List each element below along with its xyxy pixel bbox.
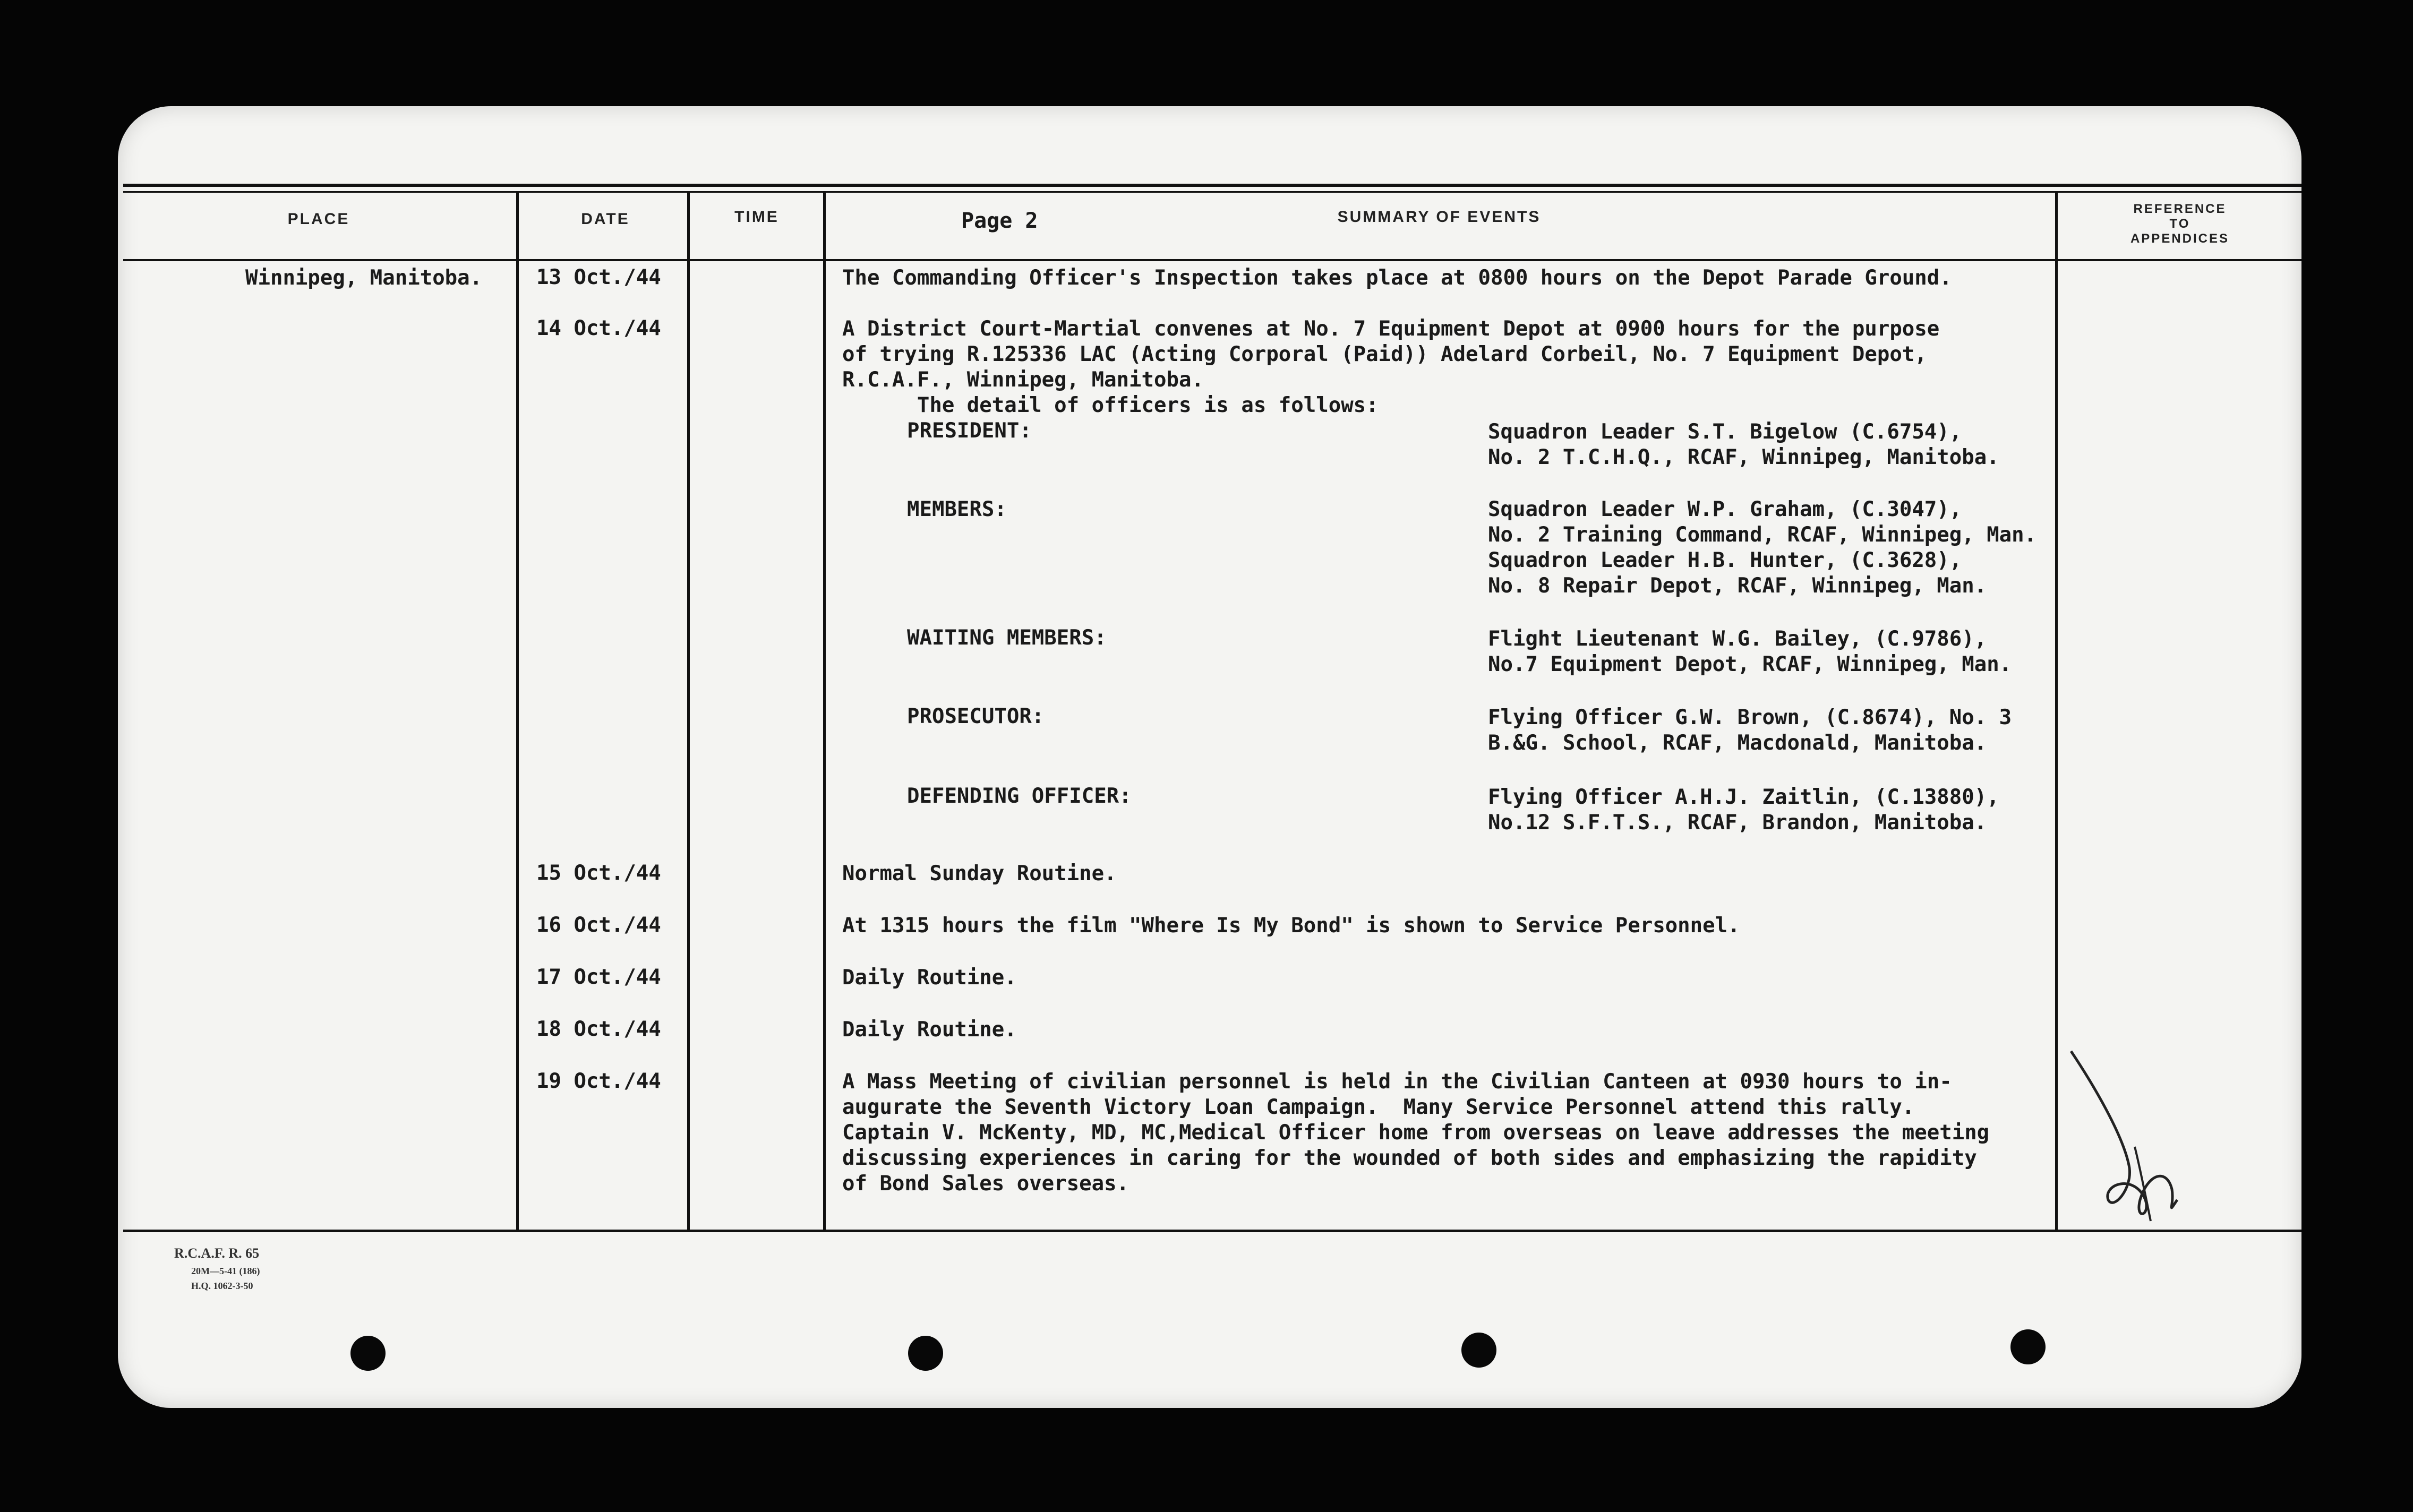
column-divider-time [823,191,826,1230]
officer-role: PROSECUTOR: [907,705,1045,728]
header-page: Page 2 [961,209,1038,233]
event-line: A Mass Meeting of civilian personnel is held in the Civilian Canteen at 0930 hours to in- [842,1070,1952,1094]
officer-detail: No.12 S.F.T.S., RCAF, Brandon, Manitoba. [1488,811,1987,835]
officer-role: PRESIDENT: [907,419,1032,443]
bottom-rule [123,1230,2301,1232]
form-number: R.C.A.F. R. 65 [174,1245,260,1261]
date-entry: 19 Oct./44 [536,1069,661,1093]
event-line: augurate the Seventh Victory Loan Campaign. Many Service Personnel attend this rally. [842,1095,1915,1119]
officer-detail: Squadron Leader W.P. Graham, (C.3047), [1488,497,1962,521]
column-divider-date [687,191,690,1230]
date-entry: 13 Oct./44 [536,265,661,289]
event-line: Daily Routine. [842,966,1017,990]
event-line: Captain V. McKenty, MD, MC,Medical Officer home from overseas on leave addresses the meeting [842,1121,1990,1145]
officer-detail: Flying Officer A.H.J. Zaitlin, (C.13880), [1488,785,1999,809]
date-entry: 15 Oct./44 [536,861,661,885]
header-rule [123,259,2301,261]
event-line: Normal Sunday Routine. [842,862,1117,886]
binder-hole [2010,1329,2046,1364]
event-line: discussing experiences in caring for the wounded of both sides and emphasizing the rapidity [842,1146,1977,1170]
column-divider-place [516,191,519,1230]
event-line: At 1315 hours the film "Where Is My Bond" is shown to Service Personnel. [842,914,1740,938]
header-reference-line3: APPENDICES [2130,231,2230,246]
binder-hole [350,1336,386,1371]
binder-hole [908,1336,943,1371]
top-rule [123,184,2301,187]
header-summary: SUMMARY OF EVENTS [1337,208,1541,226]
officer-role: DEFENDING OFFICER: [907,784,1132,808]
event-line: The Commanding Officer's Inspection takes place at 0800 hours on the Depot Parade Ground. [842,266,1952,290]
column-divider-summary [2055,191,2058,1230]
officer-role: MEMBERS: [907,497,1007,521]
top-rule-thin [123,191,2301,193]
header-place: PLACE [287,210,350,228]
officer-role: WAITING MEMBERS: [907,626,1107,650]
event-line: The detail of officers is as follows: [842,393,1379,417]
header-time: TIME [734,208,779,226]
date-entry: 16 Oct./44 [536,913,661,937]
event-line: A District Court-Martial convenes at No. 7 Equipment Depot at 0900 hours for the purpose [842,317,1940,341]
event-line: of trying R.125336 LAC (Acting Corporal (Paid)) Adelard Corbeil, No. 7 Equipment Depot, [842,342,1927,366]
officer-detail: No. 2 Training Command, RCAF, Winnipeg, Man. [1488,523,2037,547]
officer-detail: No. 2 T.C.H.Q., RCAF, Winnipeg, Manitoba. [1488,445,1999,469]
officer-detail: No.7 Equipment Depot, RCAF, Winnipeg, Man. [1488,652,2012,676]
form-print-code: 20M—5-41 (186) [191,1266,260,1276]
signature [2060,1041,2209,1232]
date-entry: 17 Oct./44 [536,965,661,989]
header-reference-line2: TO [2169,217,2190,231]
officer-detail: Squadron Leader H.B. Hunter, (C.3628), [1488,548,1962,572]
officer-detail: B.&G. School, RCAF, Macdonald, Manitoba. [1488,731,1987,755]
document-sheet [118,106,2301,1408]
date-entry: 18 Oct./44 [536,1017,661,1041]
place-entry: Winnipeg, Manitoba. [245,266,483,290]
officer-detail: Squadron Leader S.T. Bigelow (C.6754), [1488,420,1962,444]
officer-detail: Flight Lieutenant W.G. Bailey, (C.9786), [1488,627,1987,651]
form-hq-code: H.Q. 1062-3-50 [191,1281,253,1291]
event-line: Daily Routine. [842,1018,1017,1042]
officer-detail: Flying Officer G.W. Brown, (C.8674), No. 3 [1488,706,2012,729]
officer-detail: No. 8 Repair Depot, RCAF, Winnipeg, Man. [1488,574,1987,598]
event-line: of Bond Sales overseas. [842,1172,1130,1196]
date-entry: 14 Oct./44 [536,316,661,340]
binder-hole [1461,1333,1496,1368]
header-reference-line1: REFERENCE [2133,202,2227,216]
header-reference [2060,202,2299,246]
header-date: DATE [581,210,630,228]
event-line: R.C.A.F., Winnipeg, Manitoba. [842,368,1204,392]
